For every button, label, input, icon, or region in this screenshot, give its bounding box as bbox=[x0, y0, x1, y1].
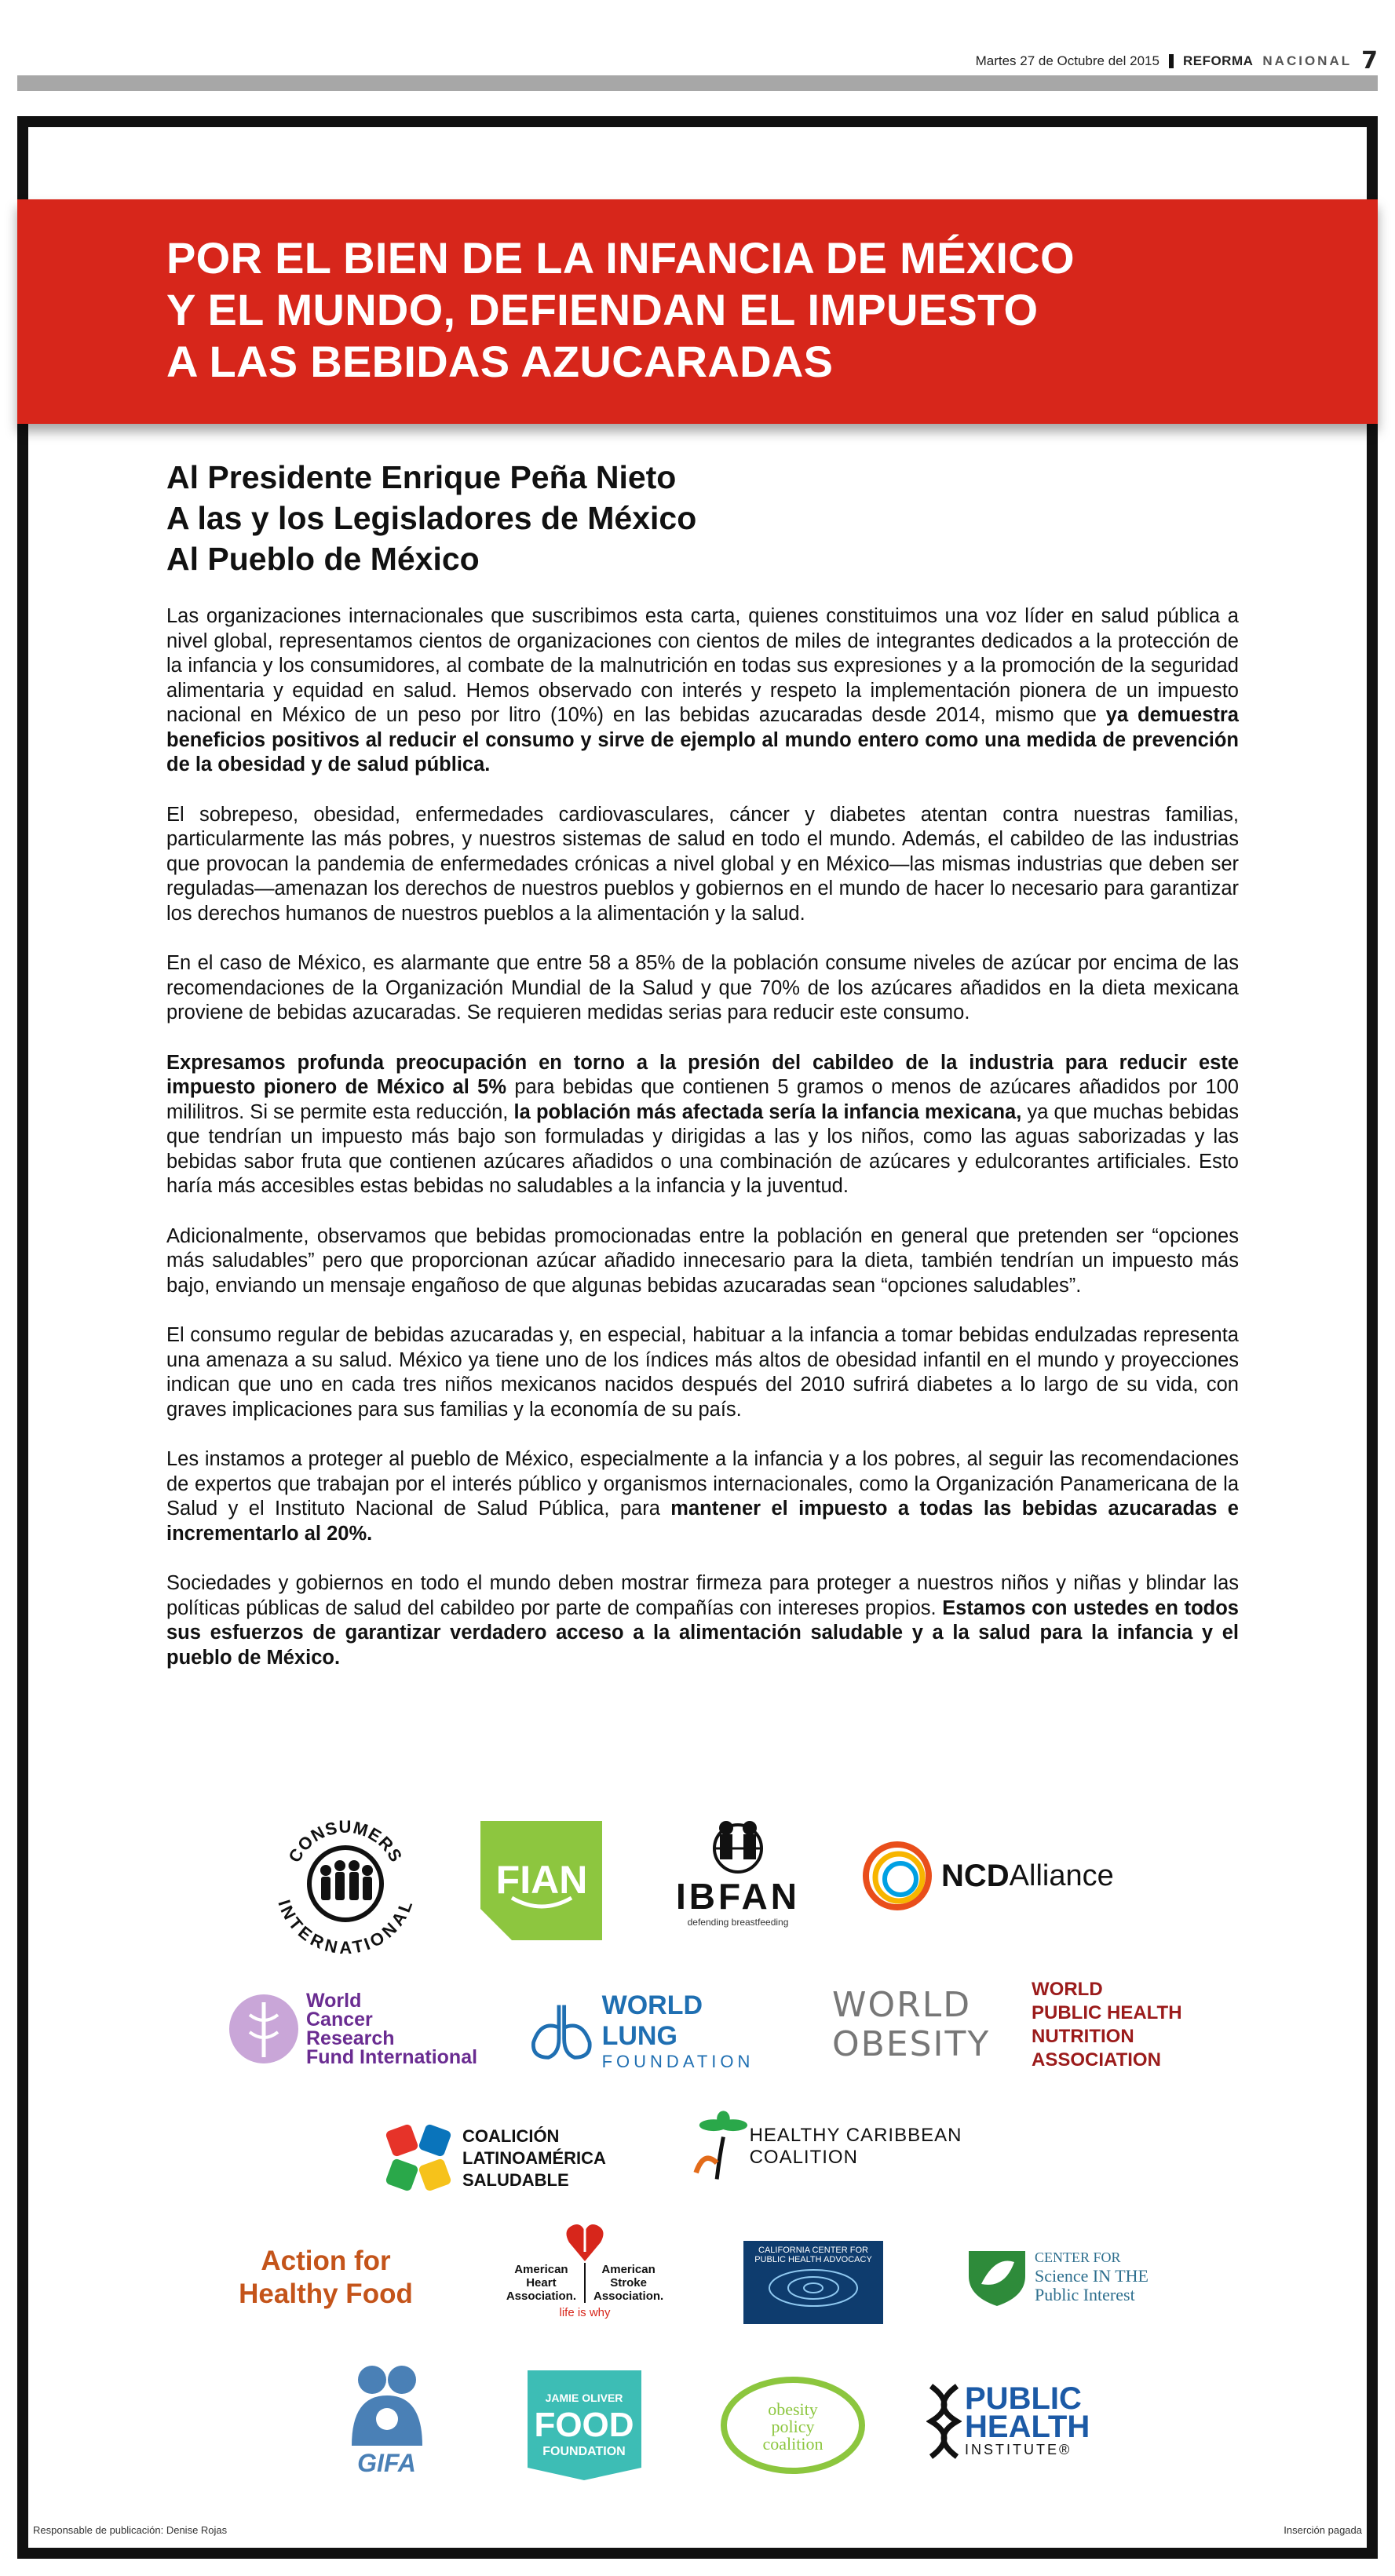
paragraph-1 bbox=[166, 604, 1239, 778]
cspi-logo bbox=[964, 2241, 1168, 2311]
wphna-line-4: ASSOCIATION bbox=[1032, 2049, 1161, 2071]
newspaper-header bbox=[17, 47, 1378, 75]
wcrf-line-4: Fund International bbox=[306, 2046, 478, 2068]
p4-text-b: para bebidas que contienen 5 gramos o menos de azúcares añadidos por 100 mililitros. Si se permite esta reducción, bbox=[166, 1076, 1239, 1123]
ccpha-logo bbox=[743, 2241, 883, 2324]
headline-line-3: A LAS BEBIDAS AZUCARADAS bbox=[166, 337, 834, 386]
world-lung-foundation-logo bbox=[526, 1990, 777, 2071]
cls-line-3: SALUDABLE bbox=[462, 2170, 569, 2190]
addressees bbox=[166, 457, 1226, 579]
p8-text: Sociedades y gobiernos en todo el mundo deben mostrar firmeza para proteger a nuestros niños y niñas y blindar las políticas públicas de salud del cabildeo por parte de compañías con intereses propios. bbox=[166, 1572, 1239, 1619]
wlf-line-1: WORLD LUNG bbox=[601, 1990, 703, 2051]
wcrf-line-2: Cancer bbox=[306, 2009, 373, 2031]
jof-line-1: JAMIE OLIVER bbox=[545, 2392, 623, 2404]
p7-bold: mantener el impuesto a todas las bebidas azucaradas e incrementarlo al 20%. bbox=[166, 1498, 1239, 1545]
ccpha-line-1: CALIFORNIA CENTER FOR bbox=[758, 2246, 868, 2255]
cspi-line-1: CENTER FOR bbox=[1035, 2249, 1121, 2265]
lungs-icon bbox=[526, 1996, 597, 2067]
letter-body bbox=[166, 604, 1239, 1695]
phi-line-2: HEALTH bbox=[965, 2410, 1090, 2444]
p8-bold: Estamos con ustedes en todos sus esfuerzos de garantizar verdadero acceso a la alimentación saludable y a la salud para la infancia y el pueblo de México. bbox=[166, 1596, 1239, 1669]
newspaper-name: REFORMA bbox=[1182, 53, 1254, 68]
aha-line-1: American bbox=[514, 2263, 568, 2276]
coalicion-latinoamerica-saludable-logo bbox=[381, 2119, 624, 2198]
p4-bold-a: Expresamos profunda preocupación en torno a la presión del cabildeo de la industria para reducir este impuesto pionero de México al 5% bbox=[166, 1051, 1239, 1098]
aha-tagline: life is why bbox=[559, 2306, 611, 2319]
cls-line-2: LATINOAMÉRICA bbox=[462, 2148, 606, 2168]
action-for-healthy-food-logo bbox=[236, 2245, 416, 2315]
addressee-president: Al Presidente Enrique Peña Nieto bbox=[166, 459, 677, 495]
opc-line-1: obesity bbox=[768, 2399, 818, 2419]
dna-helix-icon bbox=[926, 2382, 962, 2461]
headline bbox=[166, 232, 1265, 388]
consumers-international-logo bbox=[271, 1809, 420, 1958]
jof-line-3: FOUNDATION bbox=[542, 2445, 626, 2458]
ripples-icon bbox=[754, 2264, 872, 2311]
cspi-line-3: Public Interest bbox=[1035, 2285, 1135, 2304]
asa-line-3: Association. bbox=[593, 2290, 664, 2303]
ahf-line-1: Action for bbox=[261, 2246, 391, 2276]
svg-text:INTERNATIONAL bbox=[274, 1897, 416, 1958]
svg-text:CONSUMERS bbox=[284, 1817, 406, 1866]
section-name: NACIONAL bbox=[1262, 53, 1353, 68]
addressee-people: Al Pueblo de México bbox=[166, 541, 480, 577]
cls-line-1: COALICIÓN bbox=[462, 2126, 560, 2146]
gifa-logo bbox=[338, 2363, 436, 2480]
wphna-line-3: NUTRITION bbox=[1032, 2026, 1134, 2047]
phi-line-3: INSTITUTE® bbox=[965, 2442, 1072, 2457]
p1-bold: ya demuestra beneficios positivos al reducir el consumo y sirve de ejemplo al mundo entero como una medida de prevención de la obesidad y de salud pública. bbox=[166, 704, 1239, 775]
ccpha-line-2: PUBLIC HEALTH ADVOCACY bbox=[754, 2255, 872, 2264]
headline-line-2: Y EL MUNDO, DEFIENDAN EL IMPUESTO bbox=[166, 285, 1039, 334]
publication-responsible: Responsable de publicación: Denise Rojas bbox=[33, 2524, 228, 2536]
wphna-line-1: WORLD bbox=[1032, 1979, 1103, 2000]
american-heart-stroke-association-logo bbox=[487, 2217, 683, 2335]
paragraph-7 bbox=[166, 1447, 1239, 1546]
issue-date: Martes 27 de Octubre del 2015 bbox=[975, 53, 1159, 68]
aha-line-3: Association. bbox=[506, 2290, 576, 2303]
ahf-line-2: Healthy Food bbox=[239, 2279, 413, 2309]
opc-line-3: coalition bbox=[762, 2434, 823, 2454]
ncd-alliance-logo bbox=[858, 1837, 1125, 1915]
healthy-caribbean-coalition-logo bbox=[691, 2103, 1021, 2190]
wcrf-line-3: Research bbox=[306, 2027, 395, 2049]
headline-line-1: POR EL BIEN DE LA INFANCIA DE MÉXICO bbox=[166, 233, 1075, 283]
ncd-rest-text: Alliance bbox=[1009, 1859, 1114, 1892]
wo-line-2: OBESITY bbox=[832, 2024, 991, 2064]
asa-line-2: Stroke bbox=[610, 2276, 647, 2290]
wphna-logo bbox=[1032, 1978, 1212, 2080]
paragraph-3: En el caso de México, es alarmante que entre 58 a 85% de la población consume niveles de azúcar por encima de las recomendaciones de la Organización Mundial de la Salud y que 70% de los azúcares añadidos en la dieta mexicana proviene de bebidas azucaradas. Se requieren medidas serias para reducir este consumo. bbox=[166, 952, 1239, 1023]
caduceus-icon bbox=[226, 1991, 301, 2067]
page-number: 7 bbox=[1361, 47, 1378, 75]
phi-line-1: PUBLIC bbox=[965, 2381, 1082, 2416]
fian-logo bbox=[480, 1821, 602, 1940]
ncd-rings-icon bbox=[858, 1837, 937, 1915]
ibfan-logo bbox=[675, 1817, 801, 1950]
fian-text: FIAN bbox=[495, 1858, 588, 1902]
ci-top-text: CONSUMERS bbox=[284, 1817, 407, 1866]
paragraph-4 bbox=[166, 1051, 1239, 1199]
hcc-text: HEALTHY CARIBBEAN COALITION bbox=[749, 2125, 962, 2168]
wlf-line-2: FOUNDATION bbox=[601, 2051, 754, 2071]
paragraph-5: Adicionalmente, observamos que bebidas promocionadas entre la población en general que pretenden ser “opciones más saludables” pero que proporcionan azúcar añadido innecesario para la dieta, también tendrían un impuesto más bajo, enviando un mensaje engañoso de que algunas bebidas azucaradas sean “opciones saludables”. bbox=[166, 1224, 1239, 1297]
paragraph-2: El sobrepeso, obesidad, enfermedades cardiovasculares, cáncer y diabetes atentan contra nuestras familias, particularmente las más pobres, y nuestros sistemas de salud en todo el mundo. Además, el cabildeo de las industrias que provocan la pandemia de enfermedades crónicas a nivel global y en México—las mismas industrias que deben ser reguladas—amenazan los derechos de nuestros pueblos y gobiernos en el mundo de hacer lo necesario para garantizar los derechos humanos de nuestros pueblos a la alimentación y la salud. bbox=[166, 803, 1239, 925]
paragraph-6: El consumo regular de bebidas azucaradas y, en especial, habituar a la infancia a tomar bebidas endulzadas representa una amenaza a su salud. México ya tiene uno de los índices más altos de obesidad infantil en el mundo y proyecciones indican que uno en cada tres niños mexicanos nacidos después del 2010 sufrirá diabetes a lo largo de su vida, con graves implicaciones para sus familias y la economía de su país. bbox=[166, 1324, 1239, 1421]
wo-line-1: WORLD bbox=[832, 1985, 972, 2025]
heart-torch-icon bbox=[565, 2217, 604, 2263]
obesity-policy-coalition-logo bbox=[718, 2374, 867, 2476]
wcrf-line-1: World bbox=[306, 1990, 362, 2012]
paragraph-8 bbox=[166, 1571, 1239, 1670]
addressee-legislators: A las y los Legisladores de México bbox=[166, 500, 697, 536]
p4-bold-c: la población más afectada sería la infancia mexicana, bbox=[513, 1100, 1022, 1123]
palm-tree-icon bbox=[691, 2103, 750, 2190]
jof-line-2: FOOD bbox=[534, 2406, 634, 2444]
cspi-line-2: Science IN THE bbox=[1035, 2266, 1149, 2286]
hands-icon bbox=[381, 2121, 456, 2196]
ci-bottom-text: INTERNATIONAL bbox=[274, 1897, 417, 1958]
paid-insertion-note: Inserción pagada bbox=[1284, 2524, 1362, 2536]
ncd-bold-text: NCD bbox=[941, 1858, 1010, 1893]
world-obesity-logo bbox=[832, 1986, 989, 2080]
header-rule bbox=[17, 75, 1378, 91]
mother-child-icon bbox=[344, 2363, 430, 2449]
p7-text: Les instamos a proteger al pueblo de México, especialmente a la infancia y a los pobres, al seguir las recomendaciones de expertos que trabajan por el interés público y organismos internacionales, como la Organización Panamericana de la Salud y el Instituto Nacional de Salud Pública, para bbox=[166, 1448, 1239, 1520]
header-separator bbox=[1169, 54, 1174, 68]
shield-leaf-icon bbox=[964, 2245, 1030, 2308]
ibfan-text: IBFAN bbox=[676, 1876, 800, 1917]
wcrf-logo bbox=[226, 1990, 485, 2068]
ibfan-tagline: defending breastfeeding bbox=[687, 1917, 789, 1928]
opc-line-2: policy bbox=[771, 2417, 815, 2436]
p4-text-d: ya que muchas bebidas que tendrían un impuesto más bajo son formuladas y dirigidas a las y los niños, como las aguas saborizadas y las bebidas sabor fruta que contienen azúcares añadidos o una combinación de azúcares y edulcorantes artificiales. Esto haría más accesibles estas bebidas no saludables a la infancia y la juventud. bbox=[166, 1100, 1239, 1197]
aha-line-2: Heart bbox=[526, 2276, 557, 2290]
p1-text: Las organizaciones internacionales que suscribimos esta carta, quienes constituimos una voz líder en salud pública a nivel global, representamos cientos de organizaciones con cientos de miles de integrantes dedicados a la protección de la infancia y los consumidores, al combate de la malnutrición en todas sus expresiones y a la promoción de la seguridad alimentaria y equidad en salud. Hemos observado con interés y respeto la implementación pionera de un impuesto nacional en México de un peso por litro (10%) en las bebidas azucaradas desde 2014, mismo que bbox=[166, 605, 1239, 726]
asa-line-1: American bbox=[601, 2263, 656, 2276]
public-health-institute-logo bbox=[926, 2378, 1099, 2465]
jamie-oliver-food-foundation-logo bbox=[528, 2370, 641, 2480]
wphna-line-2: PUBLIC HEALTH bbox=[1032, 2002, 1182, 2023]
ibfan-emblem-icon bbox=[695, 1817, 781, 1876]
gifa-text: GIFA bbox=[357, 2449, 416, 2477]
